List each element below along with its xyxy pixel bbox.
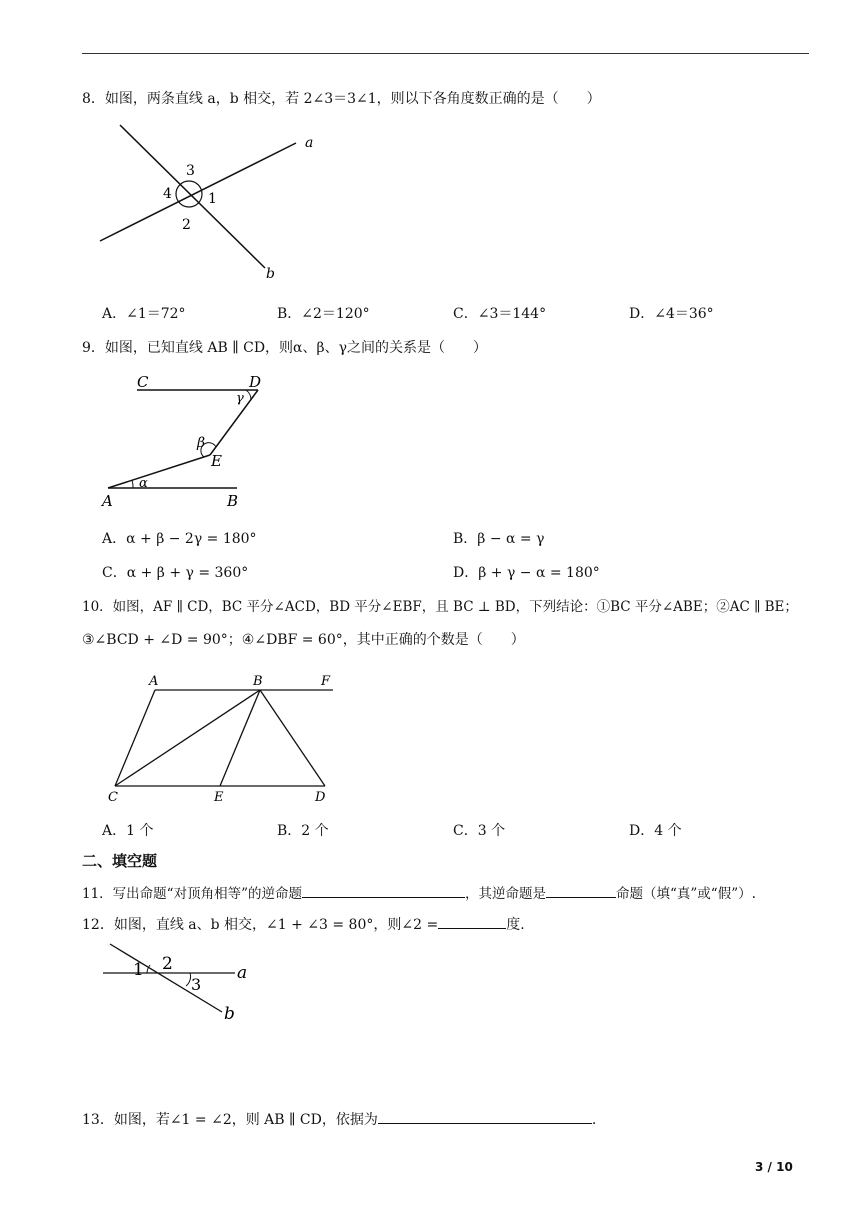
q10-option-c: C．3 个 xyxy=(453,823,506,839)
q12-text-2: 度. xyxy=(506,917,525,933)
q12-label-2: 2 xyxy=(162,954,173,974)
q8-label-1: 1 xyxy=(208,191,217,207)
q12-text-1: 12．如图，直线 a、b 相交，∠1 + ∠3 = 80°，则∠2 = xyxy=(82,917,439,933)
q10-stem-line2: ③∠BCD + ∠D = 90°；④∠DBF = 60°，其中正确的个数是（ ） xyxy=(82,632,525,648)
q10-option-d: D．4 个 xyxy=(629,823,682,839)
q10-label-d: D xyxy=(315,790,326,805)
q11-text-2: ，其逆命题是 xyxy=(464,886,546,902)
q10-label-e: E xyxy=(214,790,224,805)
q12-label-a: a xyxy=(237,963,248,983)
q9-option-a: A．α + β − 2γ = 180° xyxy=(102,531,257,547)
q9-label-d: D xyxy=(249,373,262,391)
q13-blank[interactable] xyxy=(378,1109,592,1124)
q9-label-e: E xyxy=(211,452,222,470)
q8-label-4: 4 xyxy=(163,186,172,202)
q8-label-b: b xyxy=(266,266,275,282)
q10-option-b: B．2 个 xyxy=(277,823,329,839)
q8-label-a: a xyxy=(305,135,314,151)
q9-label-gamma: γ xyxy=(236,391,244,406)
q9-option-d: D．β + γ − α = 180° xyxy=(453,565,600,581)
q9-label-alpha: α xyxy=(139,476,148,491)
q12-label-b: b xyxy=(224,1004,235,1024)
section-title-fill-in: 二、填空题 xyxy=(82,852,158,870)
q10-option-a: A．1 个 xyxy=(102,823,154,839)
q8-stem: 8．如图，两条直线 a，b 相交，若 2∠3＝3∠1，则以下各角度数正确的是（ ） xyxy=(82,91,601,107)
q13-line xyxy=(82,1109,596,1129)
page-number: 3 / 10 xyxy=(755,1160,793,1174)
q10-label-a: A xyxy=(149,674,159,689)
q8-label-2: 2 xyxy=(182,217,191,233)
q11-text-3: 命题（填“真”或“假”）. xyxy=(615,886,756,902)
q9-label-beta: β xyxy=(197,435,206,451)
q9-option-c: C．α + β + γ = 360° xyxy=(102,565,249,581)
q10-label-b: B xyxy=(253,674,263,689)
q8-option-a: A．∠1＝72° xyxy=(102,306,186,322)
q12-label-3: 3 xyxy=(191,975,202,994)
q9-label-c: C xyxy=(137,373,149,391)
q9-label-a: A xyxy=(102,492,113,510)
q13-text-2: . xyxy=(591,1112,597,1128)
q11-text-1: 11．写出命题“对顶角相等”的逆命题 xyxy=(82,886,302,902)
q9-option-b: B．β − α = γ xyxy=(453,531,545,547)
q9-stem: 9．如图，已知直线 AB ∥ CD，则α、β、γ之间的关系是（ ） xyxy=(82,340,487,356)
q8-option-b: B．∠2＝120° xyxy=(277,306,370,322)
q10-label-c: C xyxy=(108,790,118,805)
q9-label-b: B xyxy=(227,492,239,510)
q13-text-1: 13．如图，若∠1 = ∠2，则 AB ∥ CD，依据为 xyxy=(82,1112,378,1128)
q10-stem-line1: 10．如图，AF ∥ CD，BC 平分∠ACD，BD 平分∠EBF，且 BC ⊥ BD，下列结论：①BC 平分∠ABE；②AC ∥ BE； xyxy=(82,599,798,615)
q12-label-1: 1 xyxy=(133,960,144,980)
q8-option-c: C．∠3＝144° xyxy=(453,306,547,322)
q8-option-d: D．∠4＝36° xyxy=(629,306,714,322)
q10-label-f: F xyxy=(321,674,331,689)
q8-label-3: 3 xyxy=(186,163,195,179)
